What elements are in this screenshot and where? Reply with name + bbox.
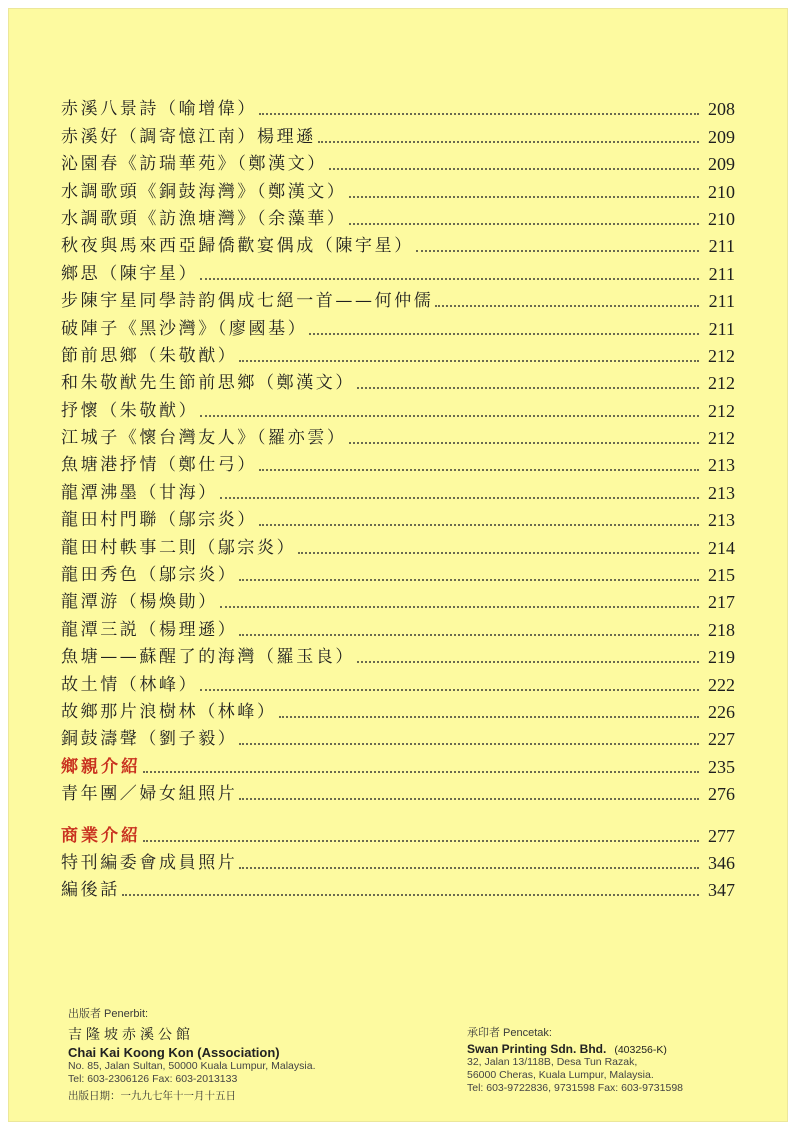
toc-entry[interactable] <box>61 723 735 750</box>
toc-entry[interactable] <box>61 449 735 476</box>
entry-page-number: 227 <box>708 729 735 750</box>
entry-title: 銅鼓濤聲（劉子毅） <box>61 729 238 750</box>
entry-page-number: 212 <box>708 345 735 366</box>
dot-leader <box>349 442 700 444</box>
dot-leader <box>122 894 699 896</box>
dot-leader <box>239 798 699 800</box>
printer-address-line2: 56000 Cheras, Kuala Lumpur, Malaysia. <box>467 1069 654 1081</box>
toc-entry[interactable] <box>61 559 735 586</box>
section-page-number: 235 <box>708 756 735 777</box>
entry-page-number: 211 <box>708 263 735 284</box>
entry-page-number: 209 <box>708 154 735 175</box>
entry-title: 江城子《懷台灣友人》（羅亦雲） <box>61 428 347 449</box>
dot-leader <box>259 469 699 471</box>
entry-page-number: 215 <box>708 565 735 586</box>
toc-entry[interactable] <box>61 175 735 202</box>
entry-page-number: 212 <box>708 428 735 449</box>
toc-entry[interactable] <box>61 531 735 558</box>
toc-section2-entries <box>61 847 735 902</box>
dot-leader <box>259 524 699 526</box>
entry-page-number: 212 <box>708 400 735 421</box>
dot-leader <box>318 141 699 143</box>
dot-leader <box>239 867 699 869</box>
toc-section-heading[interactable] <box>61 819 735 846</box>
entry-page-number: 210 <box>708 208 735 229</box>
printer-name <box>467 1042 787 1056</box>
section-page-number: 277 <box>708 825 735 846</box>
toc-entry[interactable] <box>61 778 735 805</box>
entry-title: 龍田村軼事二則（鄔宗炎） <box>61 537 297 558</box>
entry-title: 龍田秀色（鄔宗炎） <box>61 565 238 586</box>
entry-page-number: 210 <box>708 181 735 202</box>
entry-page-number: 211 <box>708 236 735 257</box>
entry-page-number: 276 <box>708 784 735 805</box>
dot-leader <box>239 360 699 362</box>
dot-leader <box>200 689 699 691</box>
toc-poetry-entries <box>61 93 735 750</box>
entry-title: 沁園春《訪瑞華苑》（鄭漢文） <box>61 154 327 175</box>
entry-page-number: 346 <box>708 852 735 873</box>
dot-leader <box>200 278 699 280</box>
dot-leader <box>200 415 699 417</box>
dot-leader <box>279 716 699 718</box>
dot-leader <box>329 168 699 170</box>
entry-title: 水調歌頭《銅鼓海灣》（鄭漢文） <box>61 181 347 202</box>
entry-page-number: 208 <box>708 99 735 120</box>
entry-title: 龍潭沸墨（甘海） <box>61 482 218 503</box>
toc-entry[interactable] <box>61 476 735 503</box>
printer-address-line1: 32, Jalan 13/118B, Desa Tun Razak, <box>467 1056 638 1068</box>
entry-title: 秋夜與馬來西亞歸僑歡宴偶成（陳宇星） <box>61 236 414 257</box>
entry-title: 魚塘港抒情（鄭仕弓） <box>61 455 257 476</box>
toc-entry[interactable] <box>61 641 735 668</box>
publication-date: 出版日期：一九九七年十一月十五日 <box>68 1090 236 1102</box>
entry-title: 故土情（林峰） <box>61 674 199 695</box>
dot-leader <box>239 743 699 745</box>
toc-entry[interactable] <box>61 394 735 421</box>
toc-entry[interactable] <box>61 613 735 640</box>
dot-leader <box>357 387 699 389</box>
entry-page-number: 211 <box>708 318 735 339</box>
entry-title: 龍潭游（楊煥勛） <box>61 592 218 613</box>
toc-entry[interactable] <box>61 148 735 175</box>
entry-title: 破陣子《黑沙灣》（廖國基） <box>61 318 308 339</box>
toc-entry[interactable] <box>61 285 735 312</box>
entry-title: 節前思鄉（朱敬猷） <box>61 345 238 366</box>
printer-label: 承印者 Pencetak: <box>467 1027 552 1039</box>
dot-leader <box>143 771 699 773</box>
toc-section-heading[interactable] <box>61 750 735 777</box>
dot-leader <box>357 661 699 663</box>
toc-entry[interactable] <box>61 120 735 147</box>
entry-title: 青年團／婦女組照片 <box>61 784 238 805</box>
entry-title: 特刊編委會成員照片 <box>61 852 238 873</box>
dot-leader <box>416 250 699 252</box>
toc-entry[interactable] <box>61 230 735 257</box>
dot-leader <box>259 113 699 115</box>
toc-entry[interactable] <box>61 586 735 613</box>
entry-page-number: 219 <box>708 647 735 668</box>
publisher-name-chinese: 吉隆坡赤溪公館 <box>68 1027 194 1043</box>
entry-title: 故鄉那片浪樹林（林峰） <box>61 701 277 722</box>
publisher-name-english: Chai Kai Koong Kon (Association) <box>68 1045 280 1060</box>
entry-page-number: 218 <box>708 619 735 640</box>
toc-entry[interactable] <box>61 257 735 284</box>
entry-page-number: 211 <box>708 291 735 312</box>
entry-page-number: 212 <box>708 373 735 394</box>
printer-registration: (403256-K) <box>614 1044 667 1056</box>
entry-title: 龍潭三説（楊理遜） <box>61 619 238 640</box>
dot-leader <box>220 497 699 499</box>
entry-page-number: 213 <box>708 510 735 531</box>
entry-title: 鄉思（陳宇星） <box>61 263 199 284</box>
entry-title: 抒懷（朱敬猷） <box>61 400 199 421</box>
dot-leader <box>349 196 700 198</box>
toc-entry[interactable] <box>61 203 735 230</box>
entry-page-number: 222 <box>708 674 735 695</box>
publisher-label: 出版者 Penerbit: <box>68 1008 149 1020</box>
dot-leader <box>143 840 699 842</box>
entry-title: 步陳宇星同學詩韵偶成七絕一首——何仲儒 <box>61 291 434 312</box>
publisher-info <box>68 1005 448 1103</box>
dot-leader <box>298 552 699 554</box>
entry-title: 赤溪八景詩（喻增偉） <box>61 99 257 120</box>
toc-entry[interactable] <box>61 847 735 874</box>
section-title: 鄉親介紹 <box>61 756 141 777</box>
publisher-phone: Tel: 603-2306126 Fax: 603-2013133 <box>68 1073 238 1085</box>
toc-entry[interactable] <box>61 668 735 695</box>
toc-entry[interactable] <box>61 696 735 723</box>
dot-leader <box>349 223 700 225</box>
toc-entry[interactable] <box>61 504 735 531</box>
entry-page-number: 209 <box>708 126 735 147</box>
table-of-contents <box>61 93 735 901</box>
entry-title: 魚塘——蘇醒了的海灣（羅玉良） <box>61 647 355 668</box>
toc-section1-entries <box>61 778 735 805</box>
page-background <box>8 8 788 1122</box>
section-title: 商業介紹 <box>61 825 141 846</box>
dot-leader <box>239 634 699 636</box>
entry-page-number: 217 <box>708 592 735 613</box>
printer-phone: Tel: 603-9722836, 9731598 Fax: 603-9731598 <box>467 1082 684 1094</box>
toc-entry[interactable] <box>61 93 735 120</box>
entry-title: 編後話 <box>61 880 120 901</box>
entry-title: 赤溪好（調寄憶江南）楊理遜 <box>61 126 316 147</box>
entry-page-number: 213 <box>708 482 735 503</box>
entry-page-number: 214 <box>708 537 735 558</box>
dot-leader <box>220 606 699 608</box>
entry-page-number: 347 <box>708 880 735 901</box>
entry-title: 和朱敬猷先生節前思鄉（鄭漢文） <box>61 373 355 394</box>
entry-title: 龍田村門聯（鄔宗炎） <box>61 510 257 531</box>
toc-entry[interactable] <box>61 340 735 367</box>
spacer <box>61 805 735 819</box>
printer-info <box>467 1024 787 1095</box>
dot-leader <box>239 579 699 581</box>
printer-company: Swan Printing Sdn. Bhd. <box>467 1042 607 1056</box>
entry-page-number: 226 <box>708 701 735 722</box>
toc-entry[interactable] <box>61 422 735 449</box>
toc-entry[interactable] <box>61 874 735 901</box>
publisher-address: No. 85, Jalan Sultan, 50000 Kuala Lumpur, Malaysia. <box>68 1060 316 1072</box>
dot-leader <box>309 333 699 335</box>
toc-entry[interactable] <box>61 312 735 339</box>
entry-title: 水調歌頭《訪漁塘灣》（余藻華） <box>61 208 347 229</box>
toc-entry[interactable] <box>61 367 735 394</box>
dot-leader <box>435 305 699 307</box>
entry-page-number: 213 <box>708 455 735 476</box>
